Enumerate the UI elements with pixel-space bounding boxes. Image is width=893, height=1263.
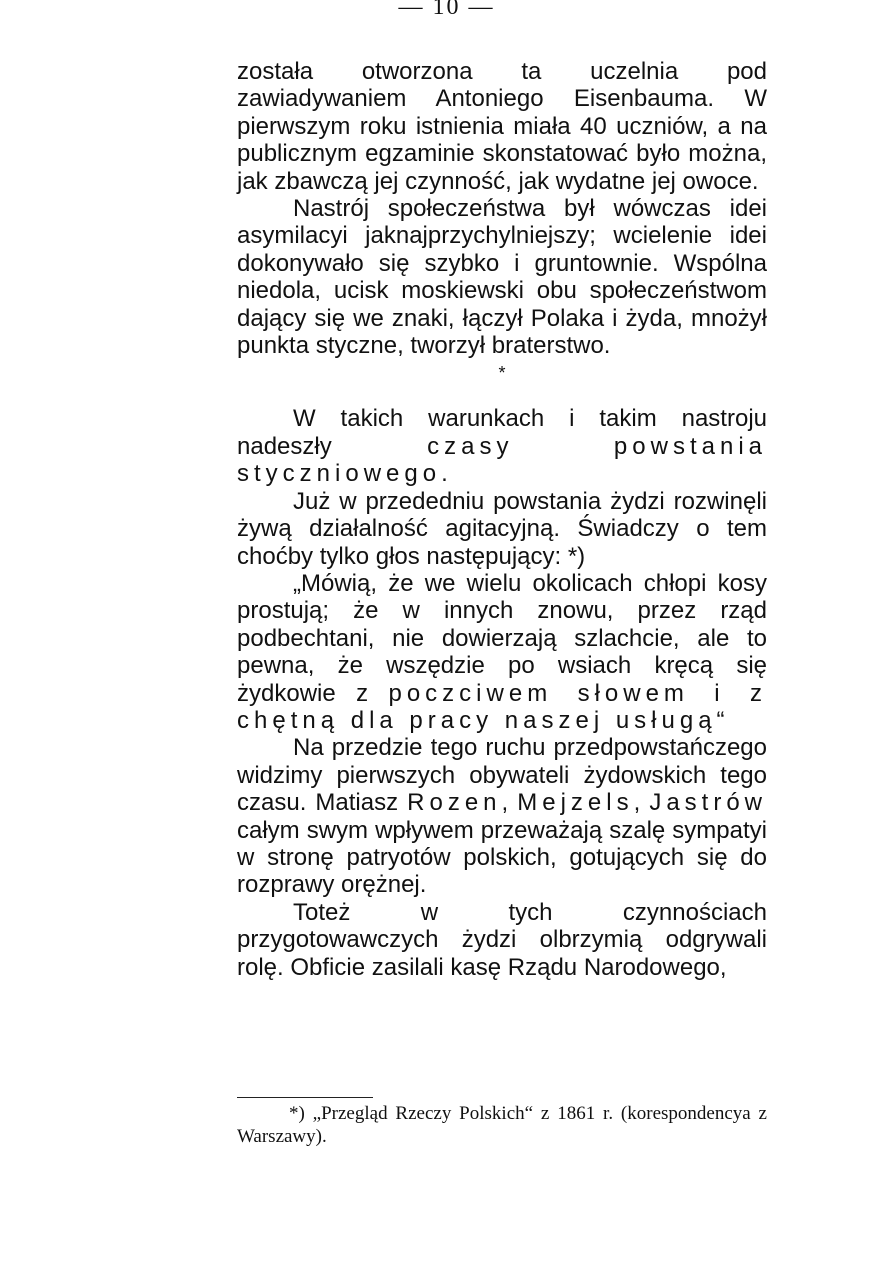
quote-text: „Mówią, że we wielu okolicach chłopi kosy prostują; że w innych znowu, przez rząd podbechtani, nie dowierzają szlachcie, ale to pewna, że wszędzie po wsiach kręcą się żydkowie z <box>237 569 767 707</box>
main-text <box>237 58 767 981</box>
person-name: Mejzels <box>517 789 634 817</box>
paragraph-7: Toteż w tych czynnościach przygotowawczych żydzi olbrzymią odgrywali rolę. Obficie zasilali kasę Rządu Narodowego, <box>237 898 767 981</box>
paragraph-3-end: . <box>441 460 448 488</box>
paragraph-3-text: W takich warunkach i takim nastroju nadeszły <box>237 405 767 460</box>
section-gap <box>237 387 767 405</box>
comma: , <box>633 789 641 817</box>
footnote-text: *) „Przegląd Rzeczy Polskich“ z 1861 r. (korespondencya z Warszawy). <box>237 1103 767 1147</box>
paragraph-6-text: Na przedzie tego ruchu przedpowstańczego widzimy pierwszych obywateli żydowskich tego czasu. Matiasz <box>237 734 767 817</box>
paragraph-2: Nastrój społeczeństwa był wówczas idei asymilacyi jaknajprzychylniejszy; wcielenie idei dokonywało się szybko i gruntownie. Wspólna niedola, ucisk moskiewski obu społeczeństwom dający się we znaki, łączył Polaka i żyda, mnożył punkta styczne, tworzył braterstwo. <box>237 195 767 360</box>
section-separator: * <box>498 363 506 384</box>
footnote-rule <box>237 1097 373 1098</box>
person-name: Rozen <box>407 789 502 817</box>
paragraph-3 <box>237 405 767 487</box>
footnote <box>237 1102 767 1148</box>
paragraph-4: Już w przededniu powstania żydzi rozwinęli żywą działalność agitacyjną. Świadczy o tem choćby tylko głos następujący: *) <box>237 487 767 570</box>
paragraph-5-quote <box>237 570 767 734</box>
paragraph-1: została otworzona ta uczelnia pod zawiadywaniem Antoniego Eisenbauma. W pierwszym roku istnienia miała 40 uczniów, a na publicznym egzaminie skonstatować było można, jak zbawczą jej czynność, jak wydatne jej owoce. <box>237 58 767 195</box>
spaced-emphasis: poczciwem słowem i z chętną dla pracy naszej usługą <box>237 679 768 734</box>
page-number: — 10 — <box>398 0 495 20</box>
quote-end: “ <box>716 706 725 734</box>
paragraph-6 <box>237 734 767 898</box>
paragraph-6-end: całym swym wpływem przeważają szalę sympatyi w stronę patryotów polskich, gotujących się do rozprawy orężnej. <box>237 816 767 899</box>
spaced-emphasis: czasy powstania styczniowego <box>237 432 767 488</box>
comma: , <box>501 789 509 817</box>
person-name: Jastrów <box>649 789 767 817</box>
